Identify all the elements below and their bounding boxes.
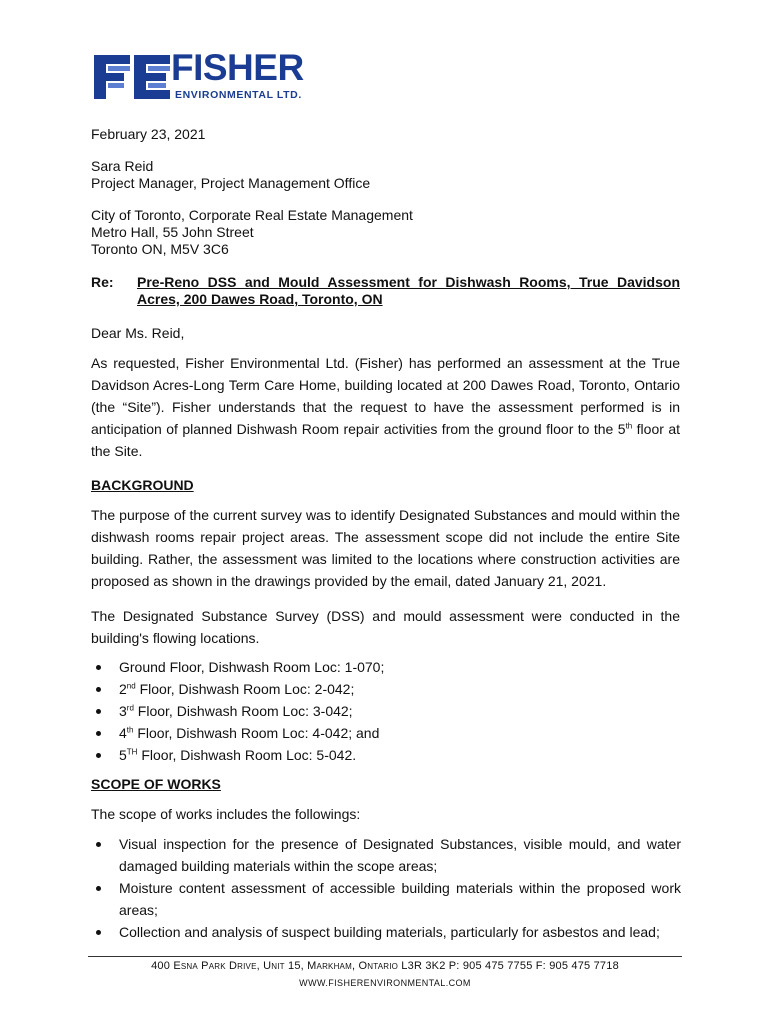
list-item: 4th Floor, Dishwash Room Loc: 4-042; and bbox=[91, 722, 681, 744]
logo-name: FISHER bbox=[171, 47, 304, 88]
intro-paragraph: As requested, Fisher Environmental Ltd. (Fisher) has performed an assessment at the True Davidson Acres-Long Term Care Home, building located at 200 Dawes Road, Toronto, Ontario (the “Site”). Fisher understands that the request to have the assessment performed is in anticipation of planned Dishwash Room repair activities from the ground floor to the 5th floor at the Site. bbox=[91, 355, 680, 459]
recipient-name: Sara Reid bbox=[91, 158, 154, 174]
bullet-icon bbox=[96, 665, 101, 670]
scope-list bbox=[91, 833, 681, 943]
subject-line: Pre-Reno DSS and Mould Assessment for Dishwash Rooms, True Davidson Acres, 200 Dawes Road, Toronto, ON bbox=[137, 274, 680, 307]
letter-date: February 23, 2021 bbox=[91, 126, 206, 142]
footer-divider bbox=[88, 956, 682, 957]
company-logo bbox=[94, 47, 304, 101]
bullet-icon bbox=[96, 731, 101, 736]
list-item: Collection and analysis of suspect building materials, particularly for asbestos and lead; bbox=[91, 921, 681, 943]
bullet-icon bbox=[96, 753, 101, 758]
scope-intro: The scope of works includes the followings: bbox=[91, 806, 361, 822]
list-item: 5TH Floor, Dishwash Room Loc: 5-042. bbox=[91, 744, 681, 766]
logo-subtitle: ENVIRONMENTAL LTD. bbox=[175, 89, 302, 101]
recipient-address-line1: Metro Hall, 55 John Street bbox=[91, 224, 254, 240]
bullet-icon bbox=[96, 709, 101, 714]
footer-address: 400 Esna Park Drive, Unit 15, Markham, Ontario L3R 3K2 P: 905 475 7755 F: 905 475 7718 bbox=[151, 960, 619, 972]
list-item: 2nd Floor, Dishwash Room Loc: 2-042; bbox=[91, 678, 681, 700]
bullet-icon bbox=[96, 842, 101, 847]
background-paragraph: The purpose of the current survey was to identify Designated Substances and mould within the dishwash rooms repair project areas. The assessment scope did not include the entire Site building. Rather, the assessment was limited to the locations where construction activities are proposed as shown in the drawings provided by the email, dated January 21, 2021. bbox=[91, 507, 680, 589]
list-item: 3rd Floor, Dishwash Room Loc: 3-042; bbox=[91, 700, 681, 722]
fe-monogram-icon bbox=[94, 53, 174, 101]
locations-list bbox=[91, 656, 681, 766]
bullet-icon bbox=[96, 930, 101, 935]
footer-website: WWW.FISHERENVIRONMENTAL.COM bbox=[299, 978, 471, 988]
scope-heading: SCOPE OF WORKS bbox=[91, 776, 221, 792]
recipient-address-line2: Toronto ON, M5V 3C6 bbox=[91, 241, 229, 257]
salutation: Dear Ms. Reid, bbox=[91, 325, 185, 341]
list-item: Ground Floor, Dishwash Room Loc: 1-070; bbox=[91, 656, 681, 678]
recipient-title: Project Manager, Project Management Office bbox=[91, 175, 371, 191]
locations-intro-paragraph: The Designated Substance Survey (DSS) and mould assessment were conducted in the building's flowing locations. bbox=[91, 608, 680, 646]
recipient-organization: City of Toronto, Corporate Real Estate Management bbox=[91, 207, 413, 223]
list-item: Visual inspection for the presence of Designated Substances, visible mould, and water damaged building materials within the scope areas; bbox=[91, 833, 681, 877]
re-label: Re: bbox=[91, 274, 114, 290]
bullet-icon bbox=[96, 687, 101, 692]
bullet-icon bbox=[96, 886, 101, 891]
list-item: Moisture content assessment of accessible building materials within the proposed work areas; bbox=[91, 877, 681, 921]
background-heading: BACKGROUND bbox=[91, 477, 194, 493]
